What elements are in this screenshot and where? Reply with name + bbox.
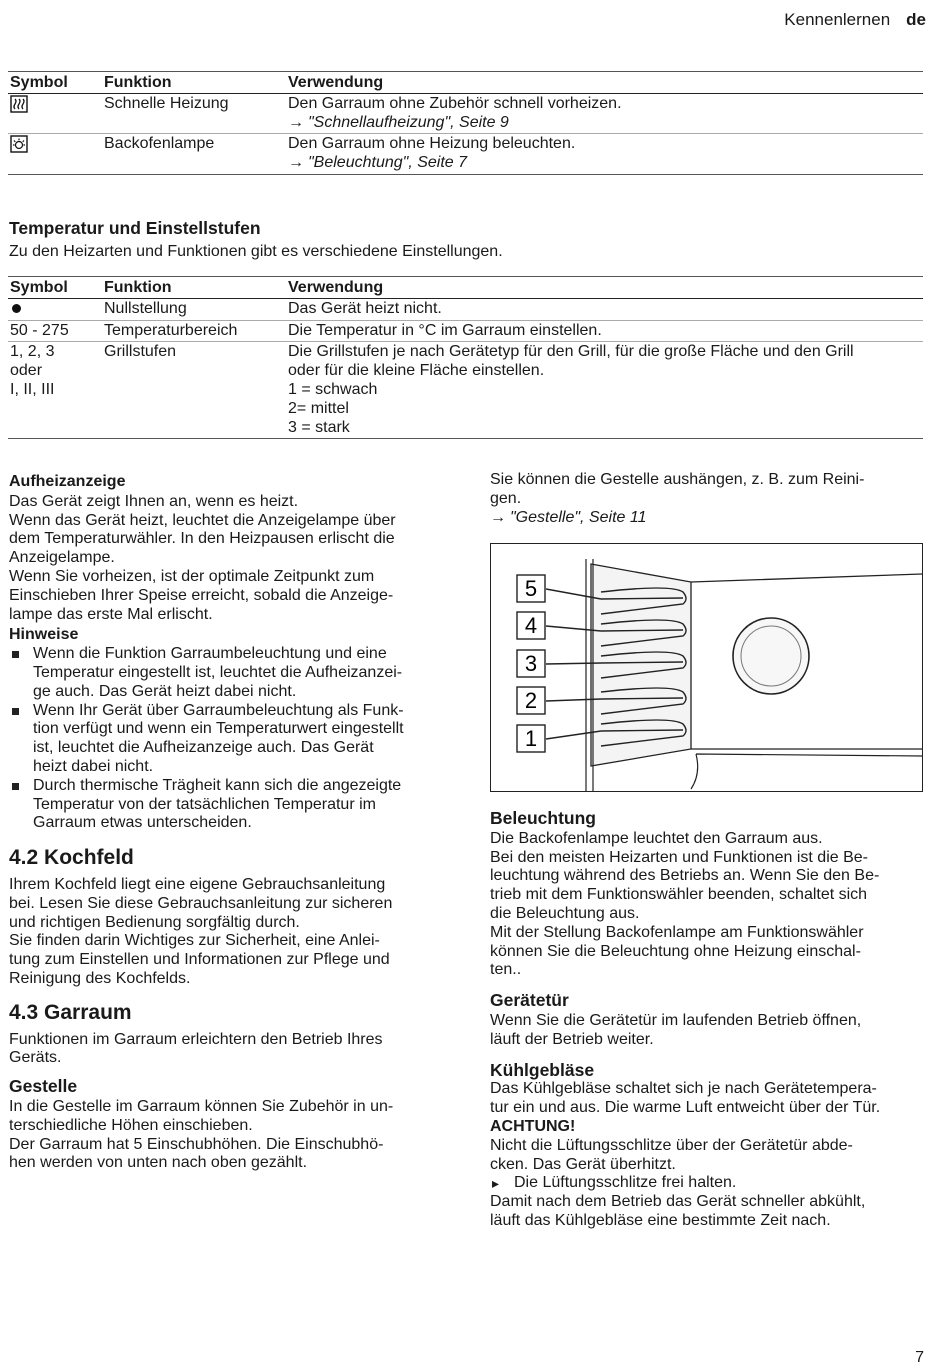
text-line: Die Backofenlampe leuchtet den Garraum aus. xyxy=(490,829,823,847)
text-line: terschiedliche Höhen einschieben. xyxy=(9,1116,253,1134)
text-line: ist, leuchtet die Aufheizanzeige auch. Das Gerät xyxy=(33,739,374,757)
text-line: In die Gestelle im Garraum können Sie Zubehör in un- xyxy=(9,1097,394,1115)
table-row xyxy=(8,342,923,439)
funktion-cell: Schnelle Heizung xyxy=(102,93,286,134)
chapter-title-kochfeld: 4.2 Kochfeld xyxy=(9,846,134,870)
text-line: cken. Das Gerät überhitzt. xyxy=(490,1155,676,1173)
hinweise-list xyxy=(9,645,449,833)
text-line: lampe das erste Mal erlischt. xyxy=(9,605,213,623)
left-column xyxy=(9,473,449,1173)
fast-heat-icon xyxy=(10,95,28,113)
gestelle-title: Gestelle xyxy=(9,1076,78,1097)
svg-text:3: 3 xyxy=(524,651,538,676)
text-line: läuft der Betrieb weiter. xyxy=(490,1030,654,1048)
text-line: gen. xyxy=(490,489,522,507)
funktion-cell: Nullstellung xyxy=(102,298,286,320)
text-line: heizt dabei nicht. xyxy=(33,757,154,775)
cross-reference-link[interactable]: "Beleuchtung", Seite 7 xyxy=(308,154,468,172)
funktion-cell: Grillstufen xyxy=(102,342,286,439)
cross-reference-link[interactable]: "Gestelle", Seite 11 xyxy=(510,508,647,526)
text-line: Der Garraum hat 5 Einschubhöhen. Die Einschubhö- xyxy=(9,1135,384,1153)
text-line: Temperatur eingestellt ist, leuchtet die Aufheizanzei- xyxy=(33,663,403,681)
list-item xyxy=(9,645,449,701)
verwendung-line: 2= mittel xyxy=(288,399,349,417)
list-item xyxy=(9,777,449,833)
table-row xyxy=(8,134,923,175)
col-header-symbol: Symbol xyxy=(8,277,102,299)
oven-lamp-icon xyxy=(10,135,28,153)
table-row xyxy=(8,93,923,134)
text-line: Wenn Sie vorheizen, ist der optimale Zeitpunkt zum xyxy=(9,567,375,585)
col-header-funktion: Funktion xyxy=(102,277,286,299)
rack-label-2 xyxy=(517,687,545,714)
verwendung-line: 1 = schwach xyxy=(288,380,378,398)
text-line: Mit der Stellung Backofenlampe am Funktionswähler xyxy=(490,923,864,941)
text-line: trieb mit dem Funktionswähler beenden, schaltet sich xyxy=(490,886,868,904)
section-title-temperatur: Temperatur und Einstellstufen xyxy=(9,218,261,238)
rack-levels-figure xyxy=(490,543,923,792)
funktion-cell: Temperaturbereich xyxy=(102,320,286,342)
text-line: Temperatur von der tatsächlichen Temperatur im xyxy=(33,795,376,813)
arrow-icon: → xyxy=(288,154,304,172)
table-row xyxy=(8,298,923,320)
header-lang: de xyxy=(906,10,926,29)
text-line: dem Temperaturwähler. In den Heizpausen erlischt die xyxy=(9,530,395,548)
verwendung-cell: Den Garraum ohne Zubehör schnell vorheizen. xyxy=(288,94,622,112)
aufheizanzeige-title: Aufheizanzeige xyxy=(9,473,126,490)
list-item xyxy=(9,702,449,777)
function-table xyxy=(8,71,923,175)
page-number: 7 xyxy=(915,1349,924,1366)
settings-table xyxy=(8,276,923,439)
text-line: Wenn das Gerät heizt, leuchtet die Anzeigelampe über xyxy=(9,511,396,529)
text-line: Wenn Ihr Gerät über Garraumbeleuchtung als Funk- xyxy=(33,701,404,719)
rack-label-1 xyxy=(517,725,545,752)
text-line: Wenn Sie die Gerätetür im laufenden Betrieb öffnen, xyxy=(490,1011,862,1029)
chapter-title-garraum: 4.3 Garraum xyxy=(9,1000,132,1024)
text-line: Das Gerät zeigt Ihnen an, wenn es heizt. xyxy=(9,492,299,510)
cross-reference-link[interactable]: "Schnellaufheizung", Seite 9 xyxy=(308,113,509,131)
text-line: hen werden von unten nach oben gezählt. xyxy=(9,1154,308,1172)
svg-text:2: 2 xyxy=(524,688,538,713)
funktion-cell: Backofenlampe xyxy=(102,134,286,175)
col-header-verwendung: Verwendung xyxy=(286,72,923,94)
arrow-icon: → xyxy=(490,508,506,526)
oven-rack-illustration xyxy=(491,544,922,791)
dot-icon xyxy=(12,304,21,313)
text-line: Reinigung des Kochfelds. xyxy=(9,969,191,987)
text-line: tung zum Einstellen und Informationen zur Pflege und xyxy=(9,951,390,969)
text-line: Wenn die Funktion Garraumbeleuchtung und eine xyxy=(33,645,387,663)
symbol-line: 1, 2, 3 xyxy=(10,343,55,361)
hinweise-title: Hinweise xyxy=(9,626,79,644)
text-line: Bei den meisten Heizarten und Funktionen ist die Be- xyxy=(490,848,868,866)
text-line: die Beleuchtung aus. xyxy=(490,904,640,922)
verwendung-cell: Die Temperatur in °C im Garraum einstellen. xyxy=(286,320,923,342)
verwendung-cell: Das Gerät heizt nicht. xyxy=(286,298,923,320)
kuehlgeblaese-title: Kühlgebläse xyxy=(490,1059,595,1080)
verwendung-cell: Den Garraum ohne Heizung beleuchten. xyxy=(288,135,576,153)
text-line: Geräts. xyxy=(9,1049,62,1067)
text-line: bei. Lesen Sie diese Gebrauchsanleitung zur sicheren xyxy=(9,894,393,912)
verwendung-line: oder für die kleine Fläche einstellen. xyxy=(288,362,545,380)
text-line: läuft das Kühlgebläse eine bestimmte Zeit nach. xyxy=(490,1211,831,1229)
table-row xyxy=(8,320,923,342)
text-line: Sie finden darin Wichtiges zur Sicherheit, eine Anlei- xyxy=(9,932,380,950)
text-line: Einschieben Ihrer Speise erreicht, sobald die Anzeige- xyxy=(9,586,394,604)
achtung-label: ACHTUNG! xyxy=(490,1117,576,1135)
text-line: tion verfügt und wenn ein Temperaturwert eingestellt xyxy=(33,720,404,738)
text-line: leuchtung während des Betriebs an. Wenn Sie den Be- xyxy=(490,867,880,885)
text-line: ten.. xyxy=(490,961,522,979)
svg-text:5: 5 xyxy=(524,576,538,601)
svg-text:1: 1 xyxy=(524,726,538,751)
instruction-step: ▸ Die Lüftungsschlitze frei halten. xyxy=(490,1174,922,1193)
text-line: Anzeigelampe. xyxy=(9,549,115,567)
col-header-symbol: Symbol xyxy=(8,72,102,94)
section-intro: Zu den Heizarten und Funktionen gibt es verschiedene Einstellungen. xyxy=(9,243,503,260)
text-line: tur ein und aus. Die warme Luft entweicht über der Tür. xyxy=(490,1099,881,1117)
beleuchtung-title: Beleuchtung xyxy=(490,808,596,828)
verwendung-line: Die Grillstufen je nach Gerätetyp für den Grill, für die große Fläche und den Grill xyxy=(288,343,854,361)
text-line: Ihrem Kochfeld liegt eine eigene Gebrauchsanleitung xyxy=(9,875,386,893)
text-line: können Sie die Beleuchtung ohne Heizung einschal- xyxy=(490,942,861,960)
text-line: Funktionen im Garraum erleichtern den Betrieb Ihres xyxy=(9,1030,383,1048)
text-line: ge auch. Das Gerät heizt dabei nicht. xyxy=(33,682,297,700)
rack-label-4 xyxy=(517,612,545,639)
text-line: Durch thermische Trägheit kann sich die angezeigte xyxy=(33,776,402,794)
verwendung-line: 3 = stark xyxy=(288,418,350,436)
col-header-verwendung: Verwendung xyxy=(286,277,923,299)
rack-label-3 xyxy=(517,650,545,677)
symbol-cell: 50 - 275 xyxy=(8,320,102,342)
text-line: Das Kühlgebläse schaltet sich je nach Gerätetempera- xyxy=(490,1080,877,1098)
text-line: Damit nach dem Betrieb das Gerät schneller abkühlt, xyxy=(490,1193,866,1211)
text-line: Nicht die Lüftungsschlitze über der Gerätetür abde- xyxy=(490,1136,853,1154)
right-column-top xyxy=(490,471,922,527)
arrow-icon: → xyxy=(288,113,304,131)
page-header xyxy=(784,11,926,30)
text-line: und richtigen Bedienung sorgfältig durch. xyxy=(9,913,300,931)
right-column-bottom xyxy=(490,809,922,1231)
symbol-line: oder xyxy=(10,362,43,380)
rack-label-5 xyxy=(517,575,545,602)
text-line: Sie können die Gestelle aushängen, z. B. zum Reini- xyxy=(490,471,865,488)
col-header-funktion: Funktion xyxy=(102,72,286,94)
geraetetuer-title: Gerätetür xyxy=(490,990,569,1011)
header-section: Kennenlernen xyxy=(784,10,891,29)
text-line: Garraum etwas unterscheiden. xyxy=(33,814,252,832)
symbol-line: I, II, III xyxy=(10,380,55,398)
svg-text:4: 4 xyxy=(524,613,538,638)
